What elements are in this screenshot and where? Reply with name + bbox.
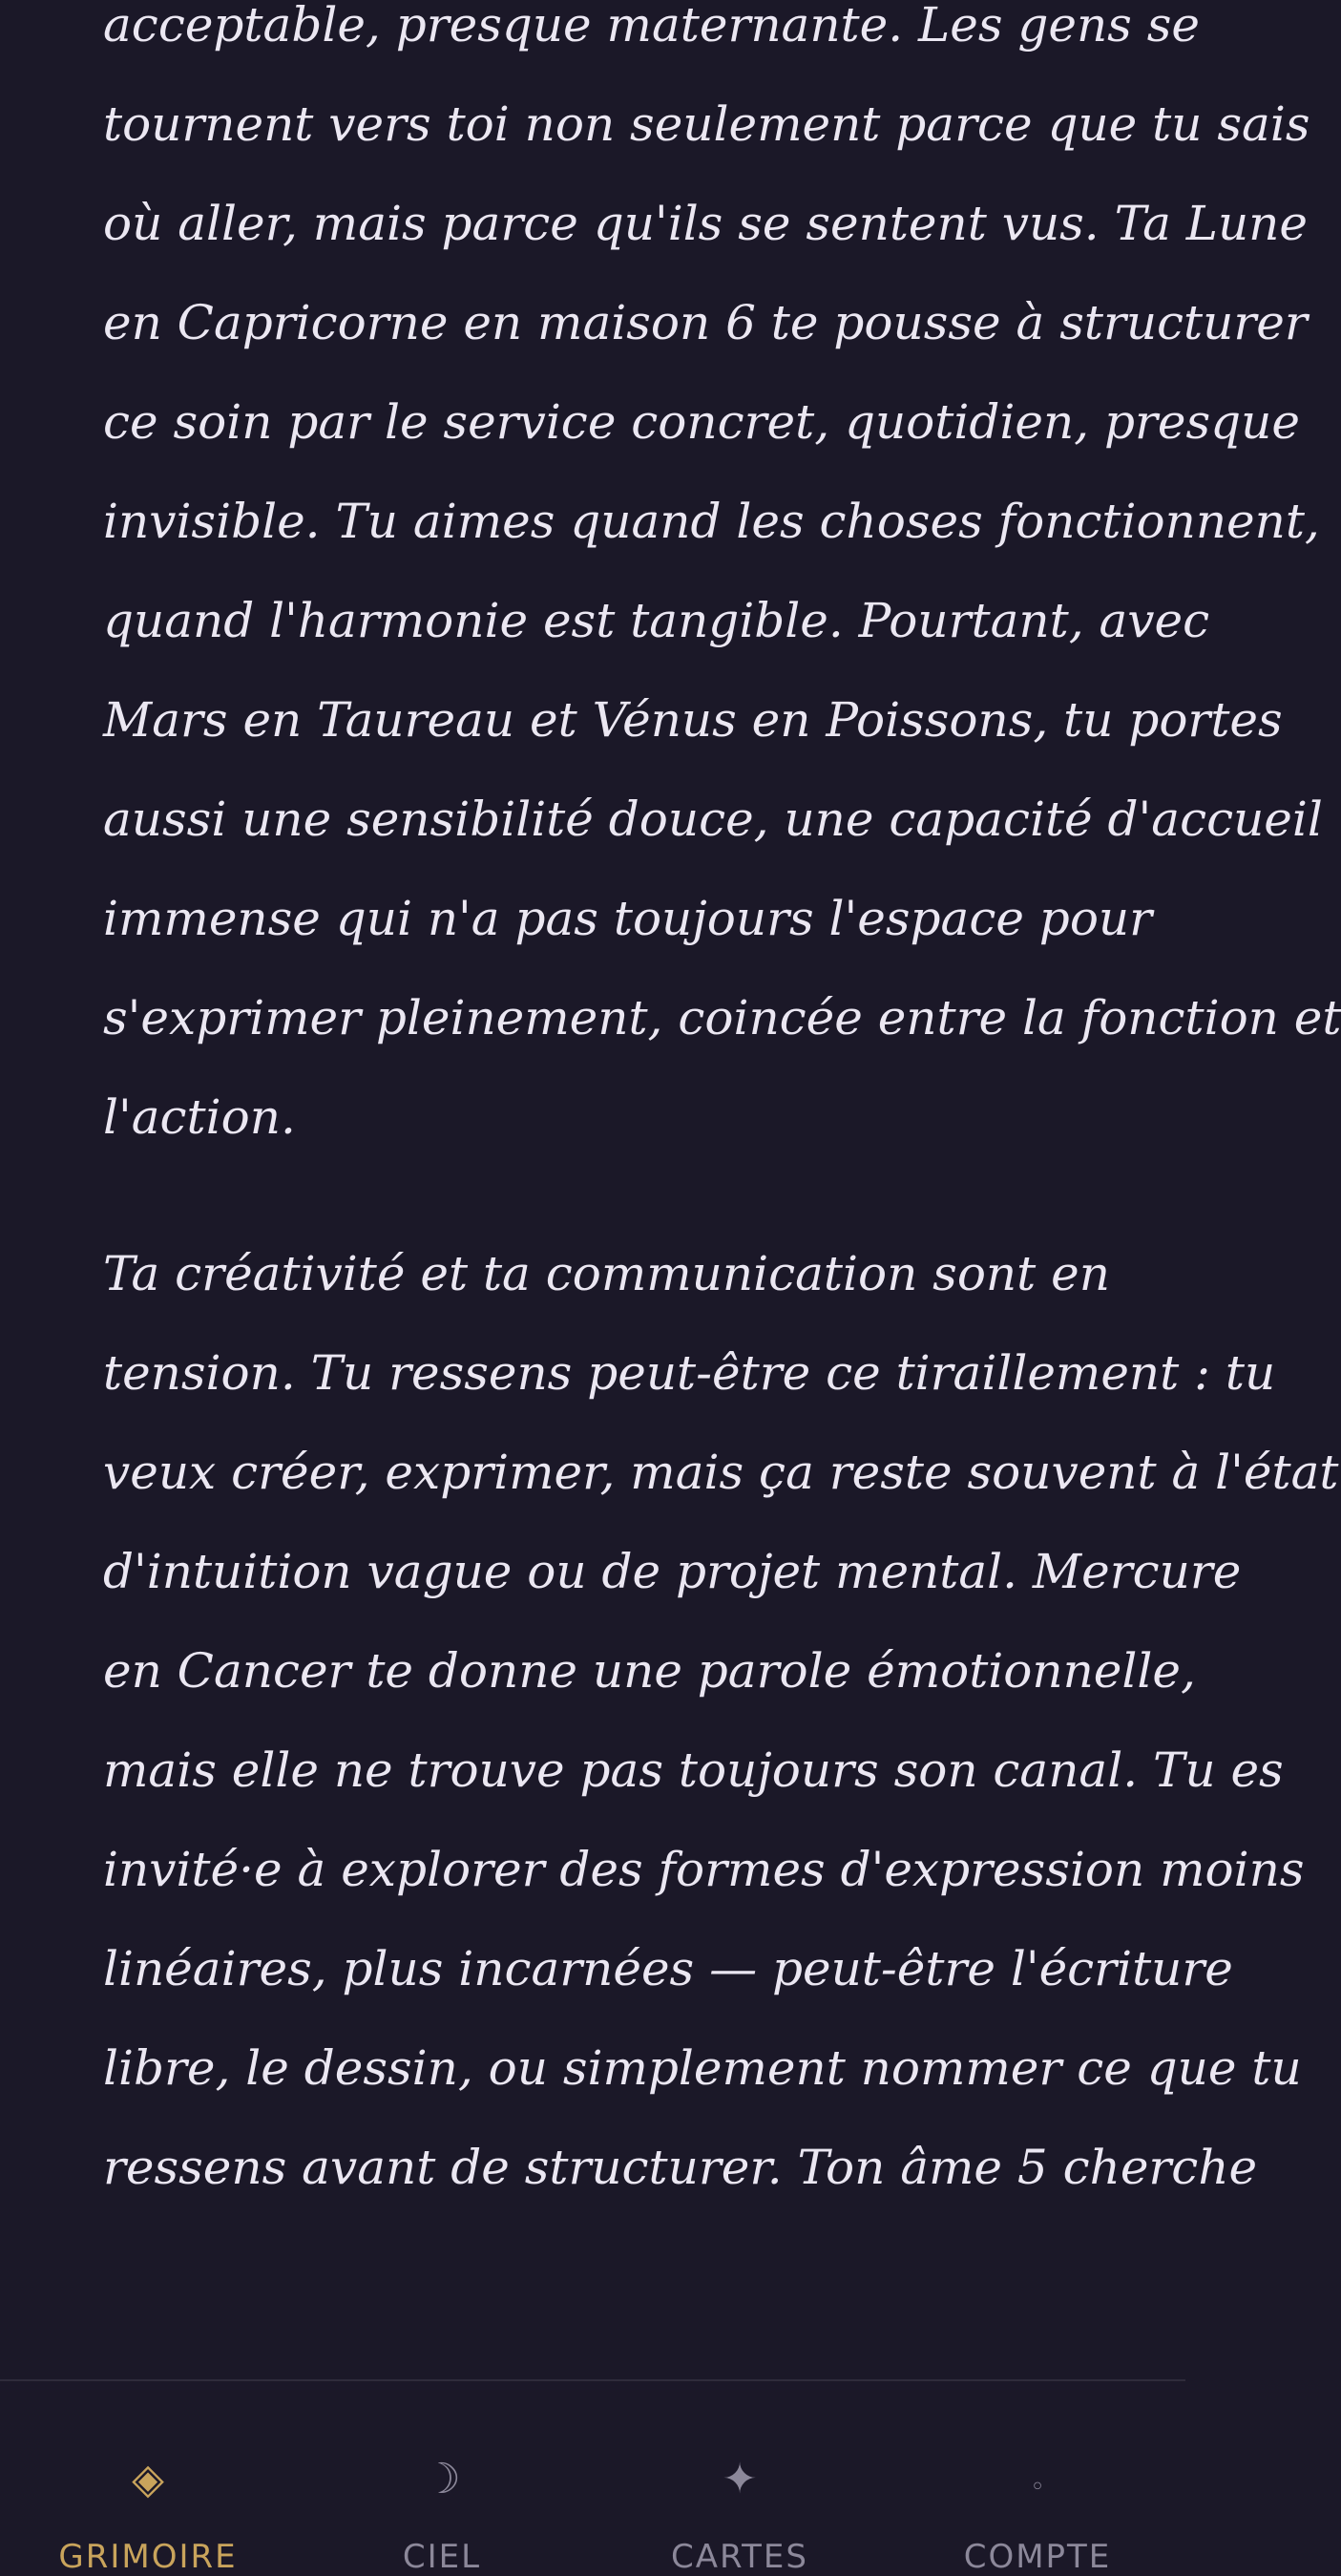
- text-line: quand l'harmonie est tangible. Pourtant, avec: [103, 593, 1210, 648]
- nav-tab-label: CIEL: [402, 2538, 482, 2576]
- nav-tab-cartes[interactable]: [616, 2381, 864, 2576]
- text-line: d'intuition vague ou de projet mental. Mercure: [103, 1544, 1242, 1599]
- nav-tab-ciel[interactable]: [318, 2381, 566, 2576]
- reading-paragraph-1: [103, 0, 1341, 1167]
- reading-text: [103, 0, 1341, 2274]
- nav-tab-compte[interactable]: [913, 2381, 1162, 2576]
- text-line: ressens avant de structurer. Ton âme 5 cherche: [103, 2140, 1258, 2195]
- text-line: invisible. Tu aimes quand les choses fonctionnent,: [103, 494, 1320, 549]
- text-line: tournent vers toi non seulement parce que tu sais: [103, 96, 1310, 152]
- text-line: s'exprimer pleinement, coincée entre la fonction et: [103, 990, 1341, 1045]
- nav-tab-label: COMPTE: [963, 2538, 1112, 2576]
- text-line: invité·e à explorer des formes d'expression moins: [103, 1842, 1305, 1897]
- text-line: en Cancer te donne une parole émotionnelle,: [103, 1643, 1196, 1699]
- text-line: l'action.: [103, 1089, 296, 1145]
- text-line: où aller, mais parce qu'ils se sentent vus. Ta Lune: [103, 196, 1308, 251]
- text-line: acceptable, presque maternante. Les gens se: [103, 0, 1200, 53]
- text-line: en Capricorne en maison 6 te pousse à structurer: [103, 295, 1308, 350]
- text-line: linéaires, plus incarnées — peut-être l'écriture: [103, 1941, 1233, 1996]
- four-point-star-icon: ✦: [722, 2455, 758, 2503]
- text-line: Mars en Taureau et Vénus en Poissons, tu portes: [103, 692, 1283, 748]
- diamond-icon: ◈: [132, 2455, 164, 2503]
- bottom-navigation: [0, 2381, 1185, 2576]
- text-line: tension. Tu ressens peut-être ce tiraillement : tu: [103, 1345, 1276, 1401]
- crescent-moon-icon: ☽: [423, 2455, 461, 2503]
- text-line: libre, le dessin, ou simplement nommer ce que tu: [103, 2040, 1302, 2096]
- circle-icon: ◦: [1030, 2473, 1045, 2502]
- reading-paragraph-2: [103, 1224, 1339, 2217]
- text-line: immense qui n'a pas toujours l'espace pour: [103, 891, 1153, 946]
- text-line: veux créer, exprimer, mais ça reste souvent à l'état: [103, 1445, 1339, 1500]
- text-line: ce soin par le service concret, quotidien, presque: [103, 394, 1300, 450]
- text-line: aussi une sensibilité douce, une capacité d'accueil: [103, 792, 1323, 847]
- nav-tab-label: CARTES: [671, 2538, 808, 2576]
- text-line: Ta créativité et ta communication sont en: [103, 1246, 1110, 1301]
- nav-tab-grimoire[interactable]: [24, 2381, 272, 2576]
- nav-tab-label: GRIMOIRE: [58, 2538, 238, 2576]
- text-line: mais elle ne trouve pas toujours son canal. Tu es: [103, 1742, 1284, 1798]
